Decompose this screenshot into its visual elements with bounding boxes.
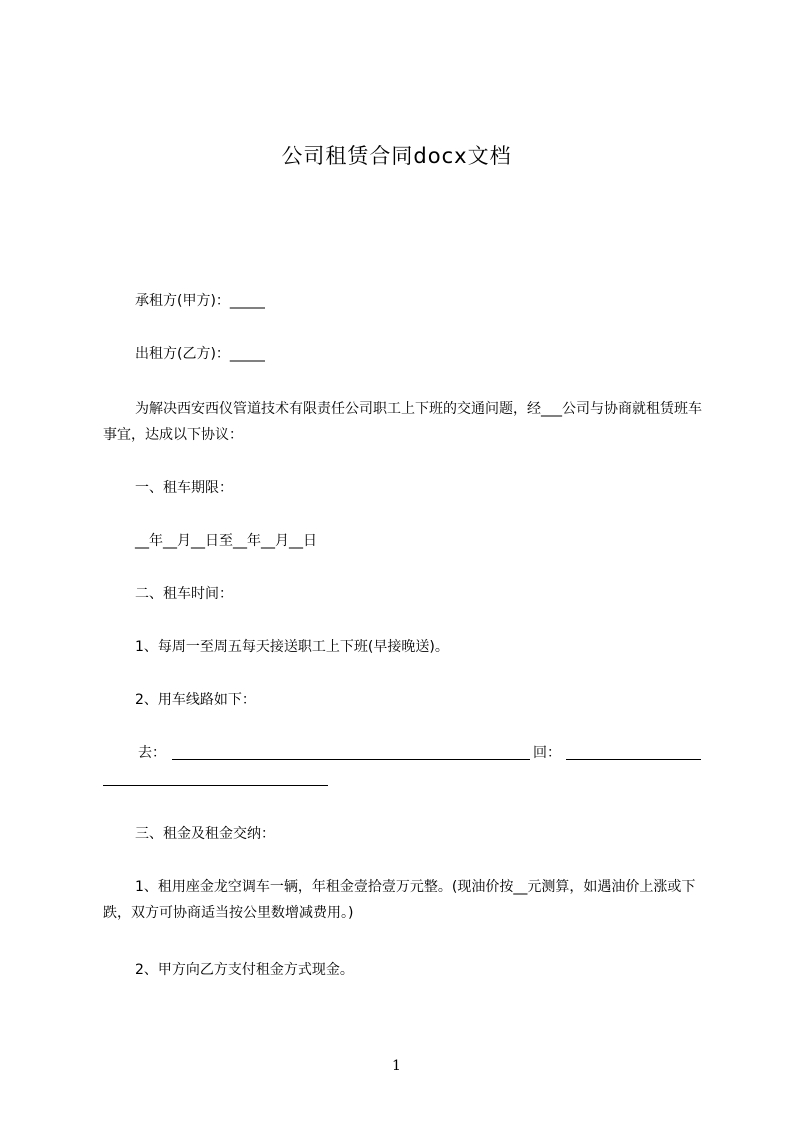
lessee-line: 承租方(甲方)：_____ — [135, 293, 265, 309]
route-return-label: 回： — [533, 745, 561, 761]
route-go-label: 去： — [138, 745, 166, 761]
section-3-heading: 三、租金及租金交纳： — [135, 826, 275, 842]
intro-paragraph: 为解决西安西仪管道技术有限责任公司职工上下班的交通问题，经___公司与协商就租赁班车事宜，达成以下协议： — [103, 401, 702, 443]
page-title: 公司租赁合同docx文档 — [281, 144, 512, 168]
schedule-item-2: 2、用车线路如下： — [135, 692, 256, 708]
section-1-heading: 一、租车期限： — [135, 480, 233, 496]
section-2-heading: 二、租车时间： — [135, 586, 233, 602]
route-return-blank — [566, 759, 701, 760]
rent-item-1: 1、租用座金龙空调车一辆，年租金壹拾壹万元整。(现油价按__元测算，如遇油价上涨或下跌，双方可协商适当按公里数增减费用。) — [103, 879, 696, 921]
route-go-blank — [172, 759, 530, 760]
lessor-line: 出租方(乙方)：_____ — [135, 346, 265, 362]
rental-period-dates: __年__月__日至__年__月__日 — [135, 533, 317, 549]
route-return-blank-continued — [103, 785, 328, 786]
rent-item-2: 2、甲方向乙方支付租金方式现金。 — [135, 962, 354, 978]
page-number: 1 — [392, 1058, 401, 1074]
schedule-item-1: 1、每周一至周五每天接送职工上下班(早接晚送)。 — [135, 639, 449, 655]
